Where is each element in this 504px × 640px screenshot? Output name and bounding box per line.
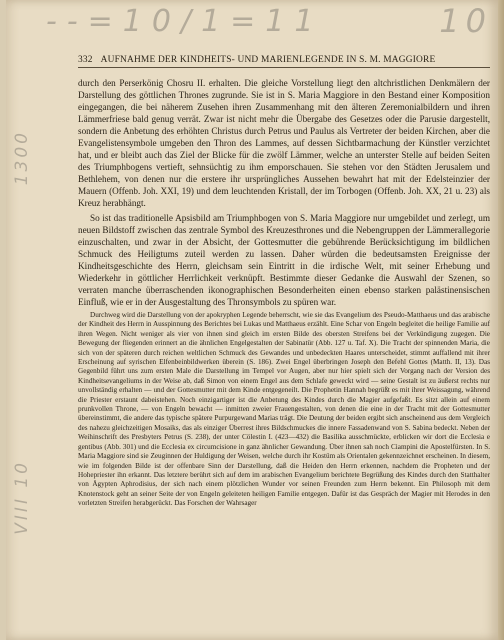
running-header <box>78 55 490 68</box>
page-number: 332 <box>78 55 93 65</box>
pencil-annotation-top: --=10/1=11 <box>46 4 324 39</box>
paragraph-2: So ist das traditionelle Apsisbild am Triumphbogen von S. Maria Maggiore nur umgebildet und zerlegt, um neuen Bildstoff zwischen das zentrale Symbol des Kreuzesthrones und die Nebengruppen der Lämmerallegorie einzuschalten, und zwar in der Absicht, der Gottesmutter die gebührende Berücksichtigung im bildlichen Schmuck des Heiligtums zuteil werden zu lassen. Daher würden die bedeutsamsten Ereignisse der Kindheitsgeschichte des Herrn, gleichsam sein Eintritt in die irdische Welt, mit seiner Erhebung und Wiederkehr in göttlicher Herrlichkeit verknüpft. Bestimmte dieser Gedanke die Auswahl der Szenen, so verraten manche überraschenden ikonographischen Besonderheiten einen ebenso starken palästinensischen Einfluß, wie er in der Ausgestaltung des Thronsymbols zu spüren war. <box>78 213 490 307</box>
paragraph-1: durch den Perserkönig Chosru II. erhalten. Die gleiche Vorstellung liegt den altchristlichen Denkmälern der Darstellung des göttlichen Thrones zugrunde. Sie ist in S. Maria Maggiore in den Bestand einer Komposition eingegangen, die bei näherem Zusehen ihren Zusammenhang mit den älteren Zeremonialbildern und ihren Lämmerfriese bald genug verrät. Zwar ist nicht mehr die Übergabe des Gesetzes oder die Parusie dargestellt, sondern die Anbetung des erhöhten Christus durch Petrus und Paulus als Vertreter der beiden Kirchen, aber die Evangelistensymbole umgeben den Thron des Lammes, auf dessen Sichtbarmachung der Künstler verzichtet hat, und er bleibt auch das Ziel der Blicke für die zwölf Lämmer, welche an unterster Stelle auf beiden Seiten des Triumphbogens vertieft, sehnsüchtig zu ihm emporschauen. Sie stehen vor den Städten Jerusalem und Bethlehem, von denen nur die erstere ihr ursprüngliches Aussehen bewahrt hat mit der Edelsteinzier der Mauern (Offenb. Joh. XXI, 19) und dem leuchtenden Kristall, der im Torbogen (Offenb. Joh. XX, 21 u. 23) als Kreuz herabhängt. <box>78 78 490 208</box>
running-title: AUFNAHME DER KINDHEITS- UND MARIENLEGENDE IN S. M. MAGGIORE <box>100 55 436 65</box>
page-edge <box>498 0 504 640</box>
page-body <box>78 77 490 509</box>
book-page <box>6 0 498 640</box>
pencil-annotation-left-1: 1300 <box>12 130 32 186</box>
pencil-annotation-left-2: VIII 10 <box>12 460 32 535</box>
pencil-annotation-right: 10 <box>439 2 492 40</box>
paragraph-3-small-print: Durchweg wird die Darstellung von der apokryphen Legende beherrscht, wie sie das Evangelium des Pseudo-Matthaeus und das arabische der Kindheit des Herrn in Ausspinnung des Berichtes bei Lukas und Matthaeus erzählt. Eine Schar von Engeln begleitet die heilige Familie auf ihren Wegen. Nicht weniger als vier von ihnen sind gleich im ersten Bilde des obersten Streifens bei der Verkündigung zugegen. Die Bewegung der fliegenden erinnert an die ähnlichen Engelgestalten der Sabinatür (Abb. 127 u. Taf. X). Die Tracht der spinnenden Maria, die sich von der späteren durch reichen weltlichen Schmuck des Gewandes und unbedeckten Haares unterscheidet, stimmt auffallend mit ihrer Erscheinung auf syrischen Elfenbeinbildwerken überein (S. 186). Zwei Engel überbringen Joseph den Befehl Gottes (Matth. II, 13). Das Gegenbild führt uns zum ersten Male die Darstellung im Tempel vor Augen, aber nur hier spielt sich der Vorgang nach der Version des Kindheitsevangeliums in der Weise ab, daß Simon von einem Engel aus dem Schlafe geweckt wird — seine Gestalt ist zu äußerst rechts nur unvollständig erhalten — und der Gottesmutter mit dem Kinde entgegeneilt. Die Prophetin Hannah begrüßt es mit ihrer Weissagung, während die Priester erstaunt dabeistehen. Noch einzigartiger ist die Anbetung des Kindes durch die Magier aufgefaßt. Es sitzt allein auf einem prunkvollen Throne, — von Engeln bewacht — inmitten zweier Frauengestalten, von denen die eine in der Tracht mit der Gottesmutter übereinstimmt, die andere das typische spätere Purpurgewand Marias trägt. Die Deutung der beiden ergibt sich anscheinend aus dem Vergleich des nahezu gleichzeitigen Mosaiks, das als einziger Überrest ihres Bildschmuckes die innere Fassadenwand von S. Sabina bedeckt. Neben der Weihinschrift des Presbyters Petrus (S. 238), der unter Cölestin I. (423—432) die Basilika ausschmückte, erblicken wir dort die Ecclesia e gentibus (Abb. 301) und die Ecclesia ex circumcisione in ganz ähnlicher Gewandung. Über ihnen sah noch Ciampini die Apostelfürsten. In S. Maria Maggiore sind sie Zeuginnen der Huldigung der Weisen, welche durch ihr Kostüm als Orientalen gekennzeichnet erscheinen. In diesem, wie im folgenden Bilde ist der offenbare Sinn der Darstellung, daß die Heiden den Herrn erkennen, nachdem die Propheten und der Hohepriester ihn erkannt. Das letztere berührt sich auf dem im arabischen Evangelium berichtete Begrüßung des Kindes durch den Statthalter von Ägypten Aphrodisius, der sich nach einem plötzlichen Wunder vor seinen Freunden zum Herrn bekennt. Ein Philosoph mit dem Knotenstock geht an seiner Seite der von Engeln geleiteten heiligen Familie entgegen. Dafür ist das Gespräch der Magier mit Herodes in den vorletzten Streifen herabgerückt. Das Forschen der Wahrsager <box>78 311 490 508</box>
